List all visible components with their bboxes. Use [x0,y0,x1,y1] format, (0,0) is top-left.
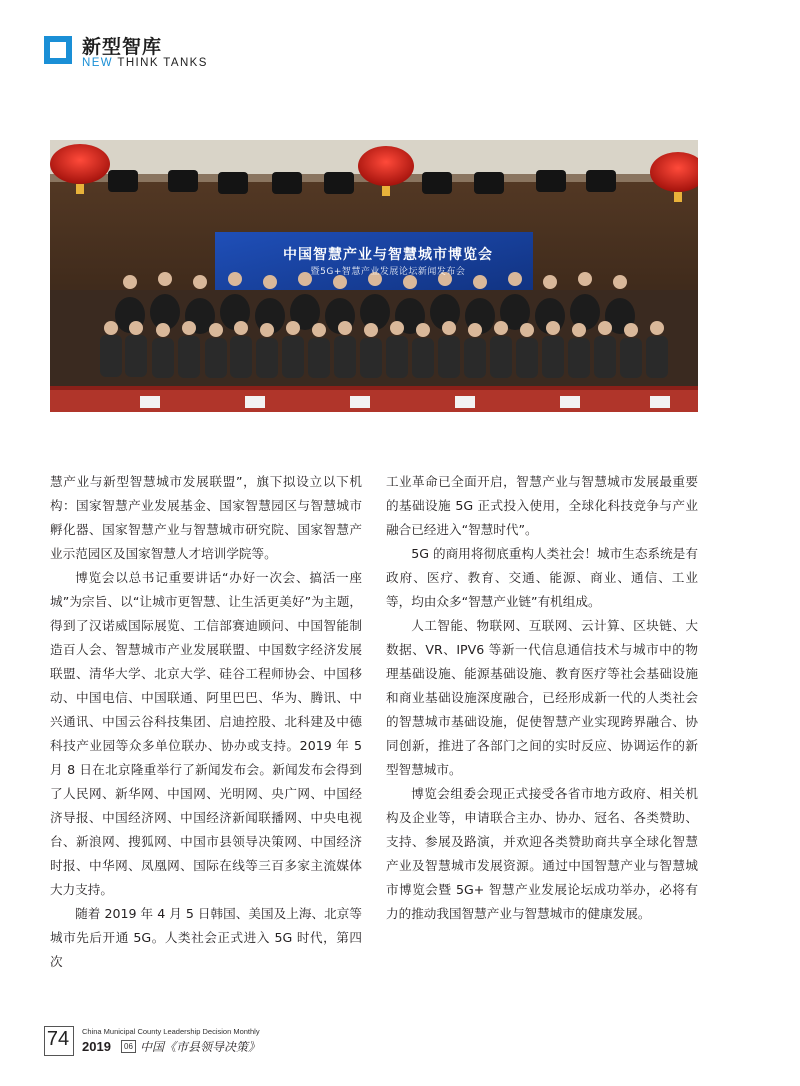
section-title: 新型智库 [82,36,163,58]
section-logo-icon [44,36,72,64]
paragraph: 人工智能、物联网、互联网、云计算、区块链、大数据、VR、IPV6 等新一代信息通信技术与城市中的物理基础设施、能源基础设施、教育医疗等社会基础设施和商业基础设施深度融合，已经形成新一代的人类社会的智慧城市基础设施，促使智慧产业实现跨界融合、协同创新，推进了各部门之间的实时反应、协调运作的新型智慧城市。 [386,618,698,777]
paragraph: 工业革命已全面开启，智慧产业与智慧城市发展最重要的基础设施 5G 正式投入使用，全球化科技竞争与产业融合已经进入“智慧时代”。 [386,474,698,537]
section-subtitle-rest: THINK TANKS [113,57,208,69]
paragraph: 随着 2019 年 4 月 5 日韩国、美国及上海、北京等城市先后开通 5G。人类社会正式进入 5G 时代，第四次 [50,906,362,969]
page-number: 74 [46,1028,70,1050]
section-subtitle [82,57,208,69]
magazine-name-en: China Municipal County Leadership Decision Monthly [82,1027,260,1036]
paragraph: 博览会以总书记重要讲话“办好一次会、搞活一座城”为宗旨、以“让城市更智慧、让生活更美好”为主题，得到了汉诺威国际展览、工信部赛迪顾问、中国智能制造百人会、智慧城市产业发展联盟、中国数字经济发展联盟、清华大学、北京大学、硅谷工程师协会、中国移动、中国电信、中国联通、阿里巴巴、华为、腾讯、中兴通讯、中国云谷科技集团、启迪控股、北科建及中德科技产业园等众多单位联办、协办或支持。2019 年 5 月 8 日在北京隆重举行了新闻发布会。新闻发布会得到了人民网、新华网、中国网、光明网、央广网、中国经济导报、中国经济网、中国经济新闻联播网、中央电视台、新浪网、搜狐网、中国市县领导决策网、中国经济时报、中华网、凤凰网、国际在线等三百多家主流媒体大力支持。 [50,570,362,897]
paragraph: 博览会组委会现正式接受各省市地方政府、相关机构及企业等，申请联合主办、协办、冠名、各类赞助、支持、参展及路演，并欢迎各类赞助商共享全球化智慧产业及智慧城市发展资源。通过中国智慧产业与智慧城市博览会暨 5G+ 智慧产业发展论坛成功举办，必将有力的推动我国智慧产业与智慧城市的健康发展。 [386,786,698,921]
section-subtitle-accent: NEW [82,57,114,69]
group-photo [50,140,698,412]
banner-title: 中国智慧产业与智慧城市博览会 [283,247,493,263]
issue-number: 06 [121,1040,136,1053]
magazine-name-cn: 中国《市县领导决策》 [140,1040,261,1054]
banner-subtitle: 暨5G+智慧产业发展论坛新闻发布会 [310,267,466,277]
article-left-column [50,470,362,974]
paragraph: 5G 的商用将彻底重构人类社会！城市生态系统是有政府、医疗、教育、交通、能源、商业、通信、工业等，均由众多“智慧产业链”有机组成。 [386,546,698,609]
paragraph: 慧产业与新型智慧城市发展联盟”，旗下拟设立以下机构：国家智慧产业发展基金、国家智慧园区与智慧城市孵化器、国家智慧产业与智慧城市研究院、国家智慧产业示范园区及国家智慧人才培训学院等。 [50,474,362,561]
article-right-column [386,470,698,926]
issue-year: 2019 [82,1039,111,1054]
